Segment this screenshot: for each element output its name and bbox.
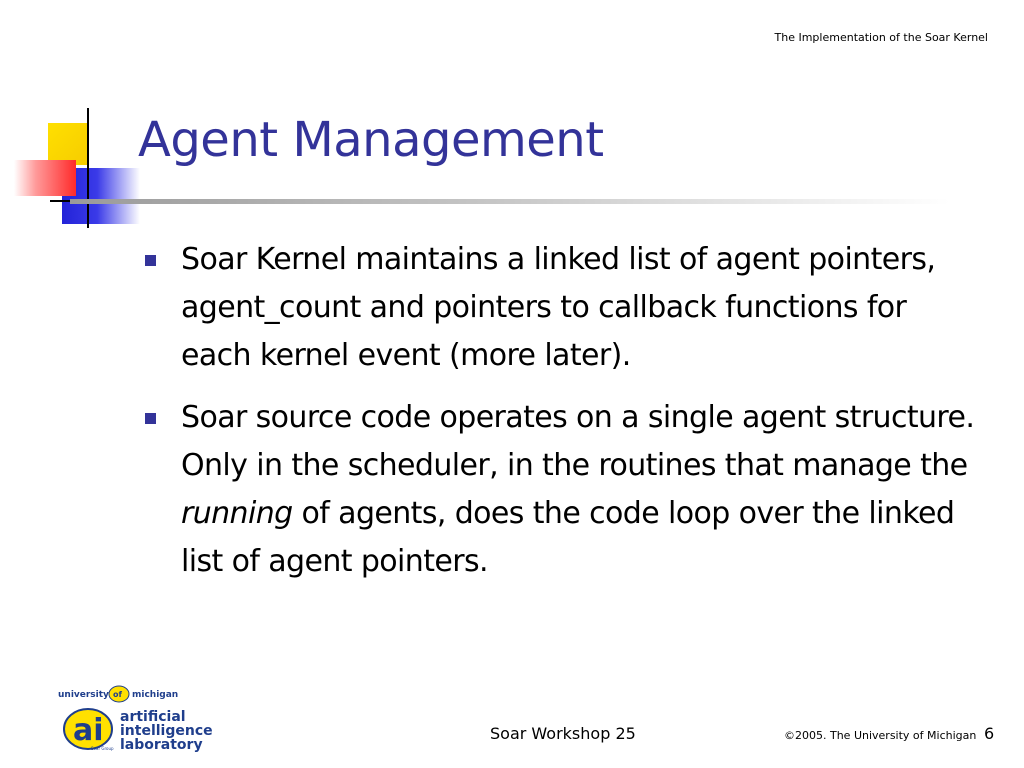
decorative-vertical-line xyxy=(87,108,89,228)
slide-number: 6 xyxy=(984,724,995,743)
slide-content xyxy=(145,236,985,600)
logo-of-text: of xyxy=(113,690,122,699)
slide-title: Agent Management xyxy=(138,112,604,168)
logo-line1-text: artificial xyxy=(120,709,186,725)
header-text: The Implementation of the Soar Kernel xyxy=(774,31,988,44)
square-bullet-icon xyxy=(145,413,156,424)
logo-line2-text: intelligence xyxy=(120,723,213,739)
title-underline xyxy=(70,199,950,204)
logo-michigan-text: michigan xyxy=(132,690,179,700)
footer-event: Soar Workshop 25 xyxy=(490,724,636,743)
decorative-yellow-square xyxy=(48,123,88,165)
bullet-text: Soar Kernel maintains a linked list of agent pointers, agent_count and pointers to callback functions for each kernel event (more later). xyxy=(181,242,936,373)
square-bullet-icon xyxy=(145,255,156,266)
decorative-red-square xyxy=(14,160,76,196)
logo-soar-group-text: Soar Group xyxy=(91,746,114,751)
bullet-text-before: Soar source code operates on a single agent structure. Only in the scheduler, in the routines that manage the xyxy=(181,400,975,483)
logo-university-text: university xyxy=(58,690,109,700)
bullet-emphasis: running xyxy=(181,496,293,531)
bullet-item xyxy=(145,236,985,380)
logo-ai-text: ai xyxy=(73,713,104,748)
footer-copyright: ©2005. The University of Michigan xyxy=(784,729,977,742)
bullet-item xyxy=(145,394,985,586)
logo-line3-text: laboratory xyxy=(120,737,203,753)
ai-lab-logo xyxy=(58,684,238,754)
bullet-text-after: of agents, does the code loop over the linked list of agent pointers. xyxy=(181,496,955,579)
